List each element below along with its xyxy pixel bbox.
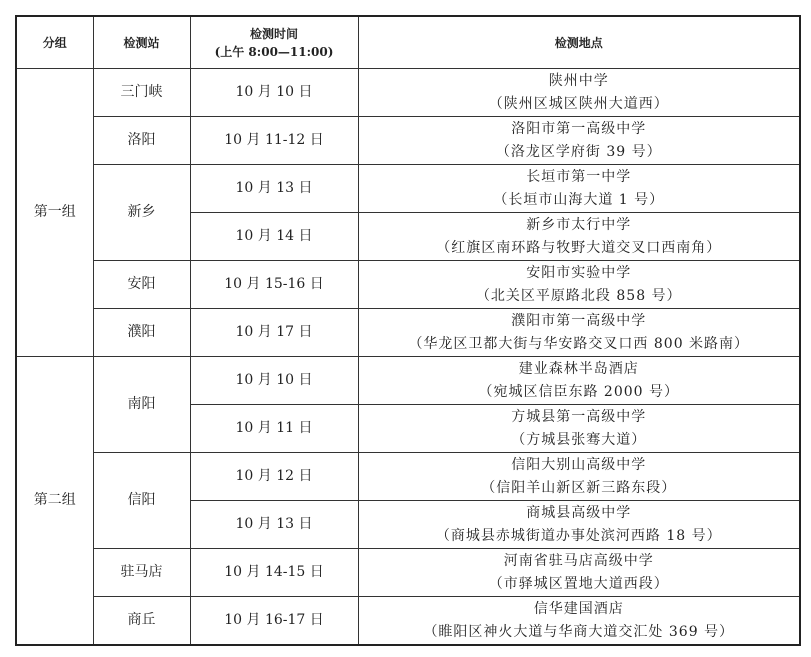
location-cell <box>358 261 800 309</box>
table-row <box>16 261 800 309</box>
date-cell: 10 月 14-15 日 <box>190 549 358 597</box>
inspection-schedule-table <box>15 15 801 646</box>
location-address: （方城县张骞大道） <box>511 431 647 448</box>
location-address: （洛龙区学府街 39 号） <box>495 143 662 160</box>
location-cell <box>358 69 800 117</box>
date-cell: 10 月 10 日 <box>190 69 358 117</box>
table-row <box>16 549 800 597</box>
table-row <box>16 69 800 117</box>
location-cell <box>358 117 800 165</box>
header-location: 检测地点 <box>358 16 800 69</box>
location-name: 濮阳市第一高级中学 <box>511 312 647 329</box>
station-cell: 南阳 <box>93 357 190 453</box>
header-group: 分组 <box>16 16 93 69</box>
station-cell: 信阳 <box>93 453 190 549</box>
table-row <box>16 453 800 501</box>
location-cell <box>358 165 800 213</box>
header-station: 检测站 <box>93 16 190 69</box>
location-address: （市驿城区置地大道西段） <box>488 575 669 592</box>
date-cell: 10 月 14 日 <box>190 213 358 261</box>
station-cell: 濮阳 <box>93 309 190 357</box>
location-name: 信阳大别山高级中学 <box>511 456 647 473</box>
station-cell: 驻马店 <box>93 549 190 597</box>
location-cell <box>358 453 800 501</box>
header-time <box>190 16 358 69</box>
date-cell: 10 月 17 日 <box>190 309 358 357</box>
location-address: （信阳羊山新区新三路东段） <box>481 479 677 496</box>
table-row <box>16 309 800 357</box>
location-name: 新乡市太行中学 <box>526 216 632 233</box>
station-cell: 商丘 <box>93 597 190 646</box>
date-cell: 10 月 13 日 <box>190 501 358 549</box>
location-cell <box>358 309 800 357</box>
date-cell: 10 月 13 日 <box>190 165 358 213</box>
table-row <box>16 357 800 405</box>
date-cell: 10 月 16-17 日 <box>190 597 358 646</box>
table-row <box>16 117 800 165</box>
table-row <box>16 165 800 213</box>
header-time-sub: (上午 8:00—11:00) <box>214 44 334 59</box>
location-address: （长垣市山海大道 1 号） <box>493 191 665 208</box>
location-name: 安阳市实验中学 <box>526 264 632 281</box>
location-name: 河南省驻马店高级中学 <box>503 552 654 569</box>
location-cell <box>358 213 800 261</box>
header-time-label: 检测时间 <box>249 26 298 41</box>
location-cell <box>358 357 800 405</box>
location-name: 信华建国酒店 <box>533 600 624 617</box>
location-name: 商城县高级中学 <box>526 504 632 521</box>
location-name: 洛阳市第一高级中学 <box>511 120 647 137</box>
location-address: （陕州区城区陕州大道西） <box>488 95 669 112</box>
location-address: （宛城区信臣东路 2000 号） <box>478 383 680 400</box>
location-name: 方城县第一高级中学 <box>511 408 647 425</box>
location-address: （睢阳区神火大道与华商大道交汇处 369 号） <box>423 623 735 640</box>
location-name: 长垣市第一中学 <box>526 168 632 185</box>
station-cell: 新乡 <box>93 165 190 261</box>
station-cell: 三门峡 <box>93 69 190 117</box>
location-name: 建业森林半岛酒店 <box>518 360 639 377</box>
header-row <box>16 16 800 69</box>
group-cell: 第一组 <box>16 69 93 357</box>
station-cell: 洛阳 <box>93 117 190 165</box>
location-cell <box>358 501 800 549</box>
location-address: （商城县赤城街道办事处滨河西路 18 号） <box>435 527 722 544</box>
location-address: （红旗区南环路与牧野大道交叉口西南角） <box>436 239 722 256</box>
location-name: 陕州中学 <box>548 72 609 89</box>
date-cell: 10 月 10 日 <box>190 357 358 405</box>
group-cell: 第二组 <box>16 357 93 646</box>
location-cell <box>358 405 800 453</box>
location-cell <box>358 597 800 646</box>
date-cell: 10 月 11-12 日 <box>190 117 358 165</box>
date-cell: 10 月 15-16 日 <box>190 261 358 309</box>
location-cell <box>358 549 800 597</box>
location-address: （北关区平原路北段 858 号） <box>475 287 682 304</box>
date-cell: 10 月 12 日 <box>190 453 358 501</box>
location-address: （华龙区卫都大街与华安路交叉口西 800 米路南） <box>408 335 750 352</box>
station-cell: 安阳 <box>93 261 190 309</box>
date-cell: 10 月 11 日 <box>190 405 358 453</box>
table-row <box>16 597 800 646</box>
